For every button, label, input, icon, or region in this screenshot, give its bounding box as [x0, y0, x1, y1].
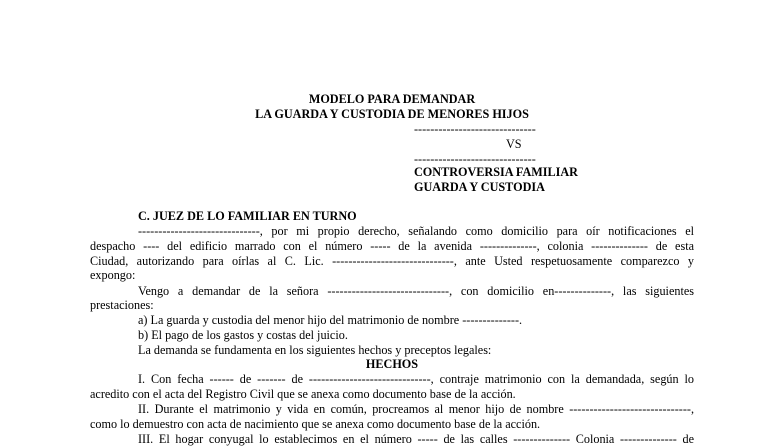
- addressee: C. JUEZ DE LO FAMILIAR EN TURNO: [138, 209, 357, 223]
- versus-label: VS: [506, 137, 522, 151]
- case-type-line-2: GUARDA Y CUSTODIA: [414, 180, 545, 194]
- legal-basis-text: La demanda se fundamenta en los siguientes hechos y preceptos legales:: [138, 343, 492, 357]
- facts-heading: HECHOS: [365, 357, 419, 371]
- fact-2-line-2: como lo demuestro con acta de nacimiento que se anexa como documento base de la acción.: [90, 417, 541, 431]
- case-type-line-1: CONTROVERSIA FAMILIAR: [414, 165, 578, 179]
- demand-line-2: prestaciones:: [90, 298, 154, 312]
- intro-line-4: expongo:: [90, 268, 136, 282]
- defendant-placeholder: ------------------------------: [414, 152, 536, 166]
- demand-line-1: Vengo a demandar de la señora ------------------------------, con domicilio en--------------, las siguientes: [138, 284, 694, 298]
- fact-3-line-1: III. El hogar conyugal lo establecimos en el número ----- de las calles -------------- Colonia -------------- de: [138, 432, 694, 446]
- intro-line-3: Ciudad, autorizando para oírlas al C. Lic. ------------------------------, ante Usted respetuosamente comparezco y: [90, 254, 694, 268]
- fact-1-line-1: I. Con fecha ------ de ------- de ------------------------------, contraje matrimonio con la demandada, según lo: [138, 372, 694, 386]
- intro-line-1: ------------------------------, por mi propio derecho, señalando como domicilio para oír notificaciones el: [138, 224, 694, 238]
- claim-item: b) El pago de los gastos y costas del juicio.: [138, 328, 348, 342]
- fact-2-line-1: II. Durante el matrimonio y vida en común, procreamos al menor hijo de nombre ------------------------------,: [138, 402, 694, 416]
- plaintiff-placeholder: ------------------------------: [414, 122, 536, 136]
- intro-line-2: despacho ---- del edificio marrado con el número ----- de la avenida --------------, colonia -------------- de esta: [90, 239, 694, 253]
- claim-item: a) La guarda y custodia del menor hijo del matrimonio de nombre --------------.: [138, 313, 523, 327]
- document-title-line-2: LA GUARDA Y CUSTODIA DE MENORES HIJOS: [255, 107, 529, 121]
- fact-1-line-2: acredito con el acta del Registro Civil que se anexa como documento base de la acción.: [90, 387, 516, 401]
- document-title-line-1: MODELO PARA DEMANDAR: [308, 92, 476, 106]
